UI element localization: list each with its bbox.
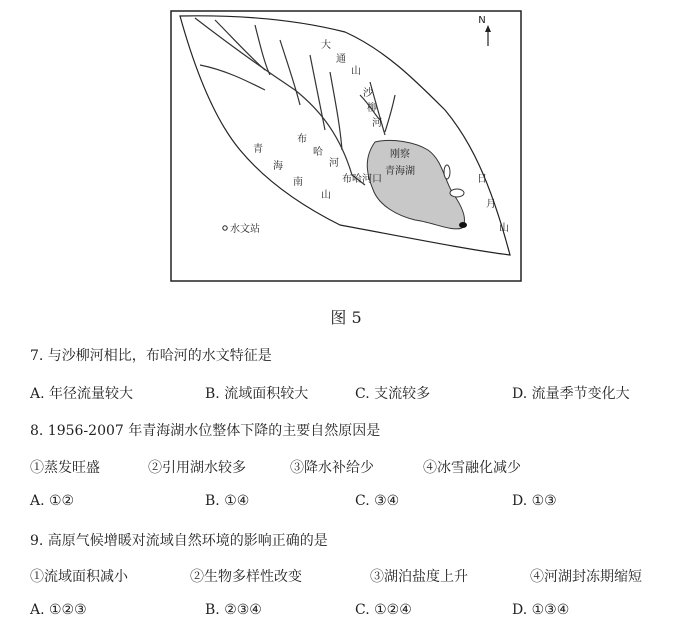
- q9-option-a[interactable]: A. ①②③: [30, 602, 87, 618]
- label-datong-1: 大: [321, 40, 331, 51]
- q8-item-1: ①蒸发旺盛: [30, 460, 100, 476]
- lake-marker: [459, 222, 467, 228]
- label-gangcha: 刚察: [390, 149, 410, 160]
- lake-island-2: [450, 189, 464, 197]
- label-datong-2: 通: [336, 54, 346, 65]
- label-buha-2: 哈: [313, 147, 323, 158]
- label-riyue-2: 月: [486, 199, 496, 210]
- label-shaliu-1: 沙: [363, 88, 373, 99]
- svg-text:N: N: [478, 15, 486, 26]
- q7-option-d[interactable]: D. 流量季节变化大: [512, 386, 630, 402]
- q9-item-3: ③湖泊盐度上升: [370, 569, 468, 585]
- label-buha-1: 布: [297, 134, 307, 145]
- q9-option-b[interactable]: B. ②③④: [205, 602, 262, 618]
- q9-item-2: ②生物多样性改变: [190, 569, 302, 585]
- q8-stem: 8. 1956-2007 年青海湖水位整体下降的主要自然原因是: [30, 423, 381, 439]
- q9-item-1: ①流域面积减小: [30, 569, 128, 585]
- label-datong-3: 山: [351, 66, 361, 77]
- lake-island: [444, 165, 450, 179]
- label-qhn-4: 山: [321, 190, 331, 201]
- label-buha-3: 河: [329, 158, 339, 169]
- label-qhn-1: 青: [253, 144, 263, 155]
- q7-option-c[interactable]: C. 支流较多: [355, 386, 431, 402]
- q9-option-c[interactable]: C. ①②④: [355, 602, 412, 618]
- label-riyue-1: 日: [477, 174, 487, 185]
- label-hydro-station: 水文站: [230, 224, 260, 235]
- q9-item-4: ④河湖封冻期缩短: [530, 569, 642, 585]
- q8-option-d[interactable]: D. ①③: [512, 493, 557, 509]
- q8-option-a[interactable]: A. ①②: [30, 493, 75, 509]
- q9-option-d[interactable]: D. ①③④: [512, 602, 570, 618]
- q8-option-b[interactable]: B. ①④: [205, 493, 250, 509]
- hydro-station-marker: [223, 226, 227, 230]
- q8-item-2: ②引用湖水较多: [148, 460, 246, 476]
- basin-map: [170, 10, 522, 282]
- figure-caption: 图 5: [330, 308, 362, 327]
- label-shaliu-3: 河: [372, 118, 382, 129]
- q8-option-c[interactable]: C. ③④: [355, 493, 400, 509]
- q7-option-a[interactable]: A. 年径流量较大: [30, 386, 134, 402]
- q7-stem: 7. 与沙柳河相比，布哈河的水文特征是: [30, 348, 272, 364]
- label-buhahekou: 布哈河口: [342, 174, 382, 185]
- q9-stem: 9. 高原气候增暖对流域自然环境的影响正确的是: [30, 533, 328, 549]
- q8-item-3: ③降水补给少: [290, 460, 374, 476]
- label-qhn-2: 海: [273, 161, 283, 172]
- label-qhn-3: 南: [293, 177, 303, 188]
- q7-option-b[interactable]: B. 流域面积较大: [205, 386, 309, 402]
- label-shaliu-2: 柳: [367, 103, 377, 114]
- q8-item-4: ④冰雪融化减少: [423, 460, 521, 476]
- map-frame: [171, 11, 521, 281]
- label-riyue-3: 山: [499, 223, 509, 234]
- label-qinghaihu: 青海湖: [385, 166, 415, 177]
